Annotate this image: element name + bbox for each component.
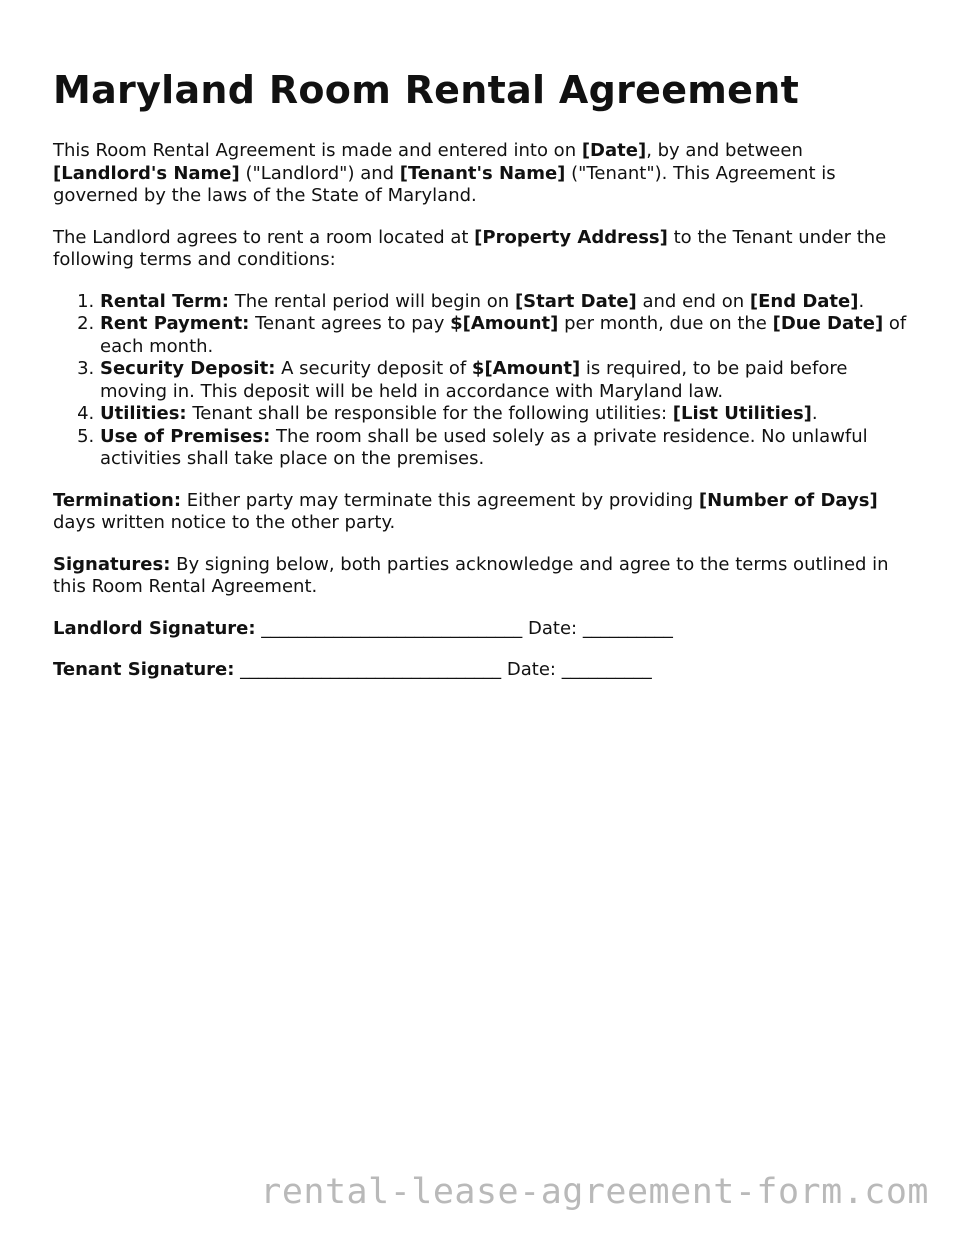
- term-text: is required, to be paid before moving in. This deposit will be held in accordance with Maryland law.: [100, 358, 848, 402]
- document-page: [53, 62, 913, 701]
- property-address-placeholder: [Property Address]: [474, 226, 668, 248]
- term-security-deposit: [100, 358, 913, 403]
- term-label: Rental Term:: [100, 290, 229, 312]
- location-text-2: to the Tenant under the following terms and conditions:: [53, 226, 887, 270]
- signatures-text: By signing below, both parties acknowledge and agree to the terms outlined in this Room Rental Agreement.: [53, 553, 889, 597]
- term-text: The rental period will begin on: [229, 290, 515, 312]
- landlord-signature-line: [53, 618, 913, 641]
- tenant-signature-line: [53, 659, 913, 682]
- term-text: .: [858, 290, 865, 312]
- term-text: of each month.: [100, 313, 907, 357]
- termination-paragraph: [53, 490, 913, 535]
- number-of-days-placeholder: [Number of Days]: [698, 489, 878, 511]
- page-title: Maryland Room Rental Agreement: [53, 68, 800, 112]
- term-use-of-premises: [100, 426, 913, 471]
- term-label: Rent Payment:: [100, 313, 250, 334]
- intro-paragraph: [53, 140, 913, 208]
- landlord-signature-label: Landlord Signature:: [53, 617, 256, 639]
- term-label: Use of Premises:: [100, 425, 271, 447]
- term-rental-term: [100, 291, 913, 314]
- intro-text-2: , by and between: [646, 140, 803, 161]
- term-label: Utilities:: [100, 403, 187, 424]
- termination-label: Termination:: [53, 489, 182, 511]
- terms-list: [53, 291, 913, 471]
- intro-text-1: This Room Rental Agreement is made and entered into on: [53, 140, 582, 161]
- landlord-name-placeholder: [Landlord's Name]: [53, 162, 240, 184]
- term-text: A security deposit of: [275, 358, 472, 379]
- term-text: per month, due on the: [558, 313, 773, 334]
- rent-amount-placeholder: $[Amount]: [450, 313, 559, 334]
- term-label: Security Deposit:: [100, 358, 276, 379]
- deposit-amount-placeholder: $[Amount]: [471, 358, 581, 379]
- term-utilities: [100, 403, 913, 426]
- landlord-signature-blank: _____________________________ Date: __________: [255, 617, 673, 639]
- watermark: rental-lease-agreement-form.com: [260, 1172, 929, 1212]
- end-date-placeholder: [End Date]: [749, 290, 859, 312]
- tenant-name-placeholder: [Tenant's Name]: [399, 162, 566, 184]
- intro-text-3: ("Landlord") and: [239, 162, 400, 184]
- date-placeholder: [Date]: [581, 140, 647, 161]
- signatures-label: Signatures:: [53, 553, 171, 575]
- utilities-list-placeholder: [List Utilities]: [672, 403, 812, 424]
- term-text: Tenant agrees to pay: [249, 313, 451, 334]
- termination-text-1: Either party may terminate this agreement by providing: [181, 489, 699, 511]
- term-text: Tenant shall be responsible for the following utilities:: [186, 403, 673, 424]
- term-text: and end on: [636, 290, 750, 312]
- tenant-signature-blank: _____________________________ Date: __________: [234, 659, 652, 680]
- location-text-1: The Landlord agrees to rent a room located at: [53, 226, 475, 248]
- termination-text-2: days written notice to the other party.: [53, 512, 396, 533]
- location-paragraph: [53, 227, 913, 272]
- term-rent-payment: [100, 313, 913, 358]
- intro-text-4: ("Tenant"). This Agreement is governed by the laws of the State of Maryland.: [53, 162, 836, 206]
- term-text: The room shall be used solely as a private residence. No unlawful activities shall take place on the premises.: [100, 425, 868, 469]
- tenant-signature-label: Tenant Signature:: [53, 659, 235, 680]
- start-date-placeholder: [Start Date]: [514, 290, 637, 312]
- term-text: .: [811, 403, 818, 424]
- due-date-placeholder: [Due Date]: [772, 313, 884, 334]
- signatures-paragraph: [53, 554, 913, 599]
